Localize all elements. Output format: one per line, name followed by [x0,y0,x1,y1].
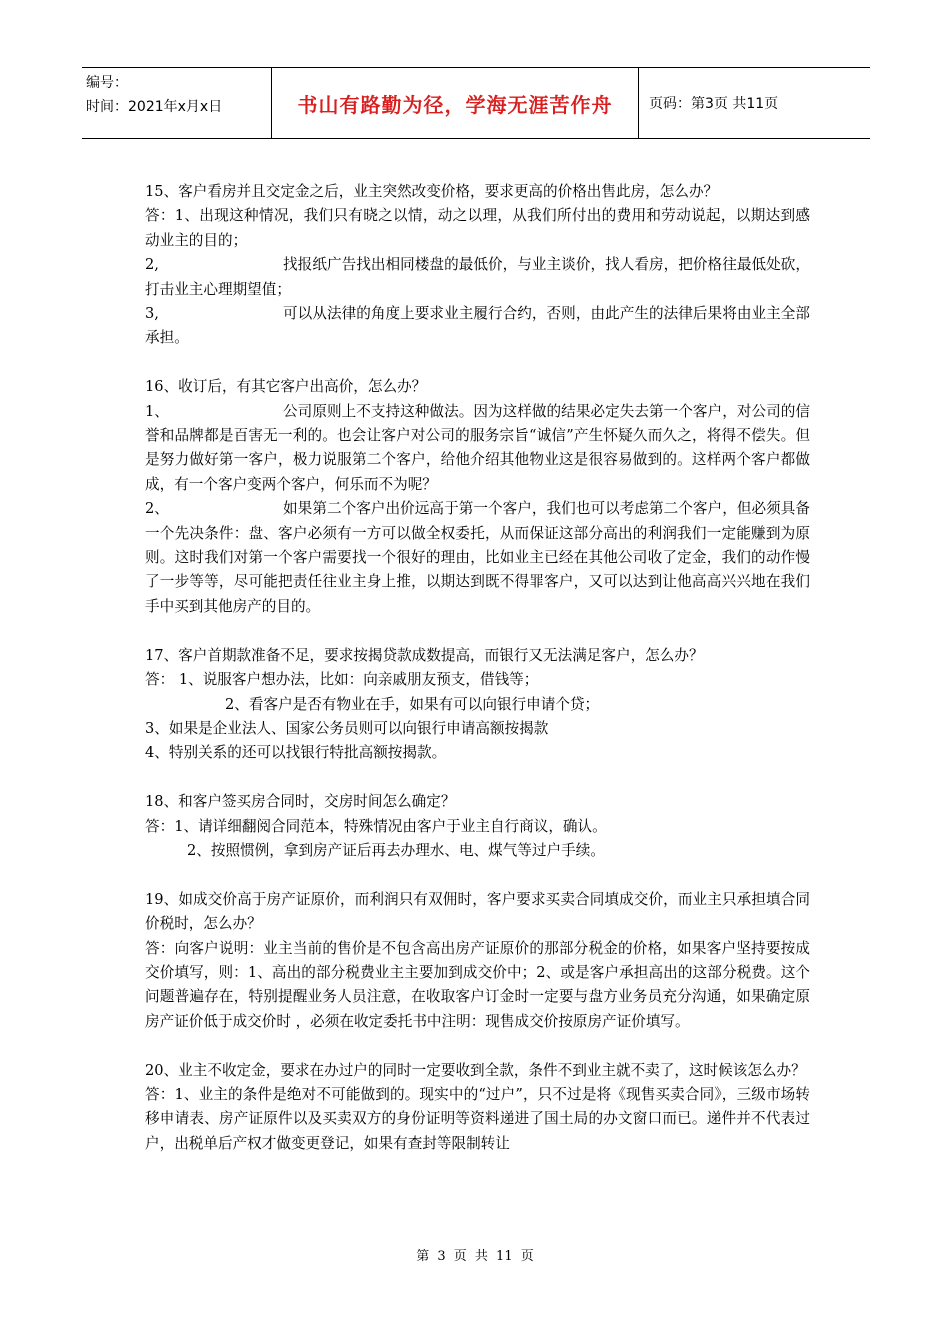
answer-paragraph: 2、看客户是否有物业在手，如果有可以向银行申请个贷； [225,695,600,713]
page-header [82,67,870,139]
question-19 [145,888,810,1034]
question-title: 17、客户首期款准备不足，要求按揭贷款成数提高，而银行又无法满足客户，怎么办？ [145,646,704,664]
question-16 [145,375,810,619]
header-page-info: 页码：第3页 共11页 [649,96,779,112]
question-15 [145,180,810,351]
question-title: 16、收订后，有其它客户出高价，怎么办？ [145,378,427,396]
answer-paragraph: 答：1、业主的条件是绝对不可能做到的。现实中的“过户”，只不过是将《现售买卖合同》，三级市场转移申请表、房产证原件以及买卖双方的身份证明等资料递进了国土局的办文窗口而已。递件并不代表过户，出税单后产权才做变更登记，如果有查封等限制转让 [145,1085,810,1152]
header-motto: 书山有路勤为径，学海无涯苦作舟 [272,68,639,138]
question-title: 15、客户看房并且交定金之后，业主突然改变价格，要求更高的价格出售此房，怎么办？ [145,183,719,200]
answer-paragraph: 答：向客户说明：业主当前的售价是不包含高出房产证原价的那部分税金的价格，如果客户坚持要按成交价填写，则：1、高出的部分税费业主主要加到成交价中；2、或是客户承担高出的这部分税费。这个问题普遍存在，特别提醒业务人员注意，在收取客户订金时一定要与盘方业务员充分沟通，如果确定原房产证价低于成交价时 ，必须在收定委托书中注明：现售成交价按原房产证价填写。 [145,939,810,1030]
question-title: 18、和客户签买房合同时，交房时间怎么确定？ [145,793,456,811]
item-number: 2, [145,256,159,274]
item-number: 1、 [145,402,169,420]
answer-paragraph [145,400,810,498]
answer-paragraph [145,253,810,302]
serial-label: 编号： [86,75,128,91]
answer-paragraph [145,497,810,619]
answer-text: 可以从法律的角度上要求业主履行合约，否则，由此产生的法律后果将由业主全部承担。 [145,305,810,347]
answer-paragraph: 答：1、请详细翻阅合同范本，特殊情况由客户于业主自行商议，确认。 [145,817,607,835]
question-18 [145,790,810,863]
answer-text: 如果第二个客户出价远高于第一个客户，我们也可以考虑第二个客户，但必须具备一个先决条件：盘、客户必须有一方可以做全权委托，从而保证这部分高出的利润我们一定能赚到为原则。这时我们对第一个客户需要找一个很好的理由，比如业主已经在其他公司收了定金，我们的动作慢了一步等等，尽可能把责任往业主身上推，以期达到既不得罪客户，又可以达到让他高高兴兴地在我们手中买到其他房产的目的。 [145,500,810,615]
question-20 [145,1059,810,1157]
answer-paragraph: 4、特别关系的还可以找银行特批高额按揭款。 [145,744,447,762]
page-footer: 第 3 页 共 11 页 [416,1249,534,1264]
question-title: 20、业主不收定金，要求在办过户的同时一定要收到全款，条件不到业主就不卖了，这时候该怎么办？ [145,1061,806,1079]
answer-paragraph [145,302,810,351]
header-meta [82,68,272,138]
question-title: 19、如成交价高于房产证原价，而利润只有双佣时，客户要求买卖合同填成交价，而业主只承担填合同价税时，怎么办？ [145,890,810,933]
time-label: 时间：2021年x月x日 [86,99,223,115]
item-number: 2、 [145,500,169,518]
answer-paragraph: 答： 1、说服客户想办法，比如：向亲戚朋友预支，借钱等； [145,671,539,689]
answer-text: 公司原则上不支持这种做法。因为这样做的结果必定失去第一个客户，对公司的信誉和品牌都是百害无一利的。也会让客户对公司的服务宗旨“诚信”产生怀疑久而久之，将得不偿失。但是努力做好第一客户，极力说服第二个客户，给他介绍其他物业这是很容易做到的。这样两个客户都做成，有一个客户变两个客户，何乐而不为呢？ [145,402,810,493]
answer-text: 找报纸广告找出相同楼盘的最低价，与业主谈价，找人看房，把价格往最低处砍，打击业主心理期望值； [145,256,810,298]
answer-paragraph: 2、按照惯例，拿到房产证后再去办理水、电、煤气等过户手续。 [187,841,605,859]
question-17 [145,644,810,766]
item-number: 3, [145,305,159,323]
document-body [145,180,810,1156]
answer-paragraph: 答：1、出现这种情况，我们只有晓之以情，动之以理，从我们所付出的费用和劳动说起，以期达到感动业主的目的； [145,207,810,249]
answer-paragraph: 3、如果是企业法人、国家公务员则可以向银行申请高额按揭款 [145,719,549,737]
